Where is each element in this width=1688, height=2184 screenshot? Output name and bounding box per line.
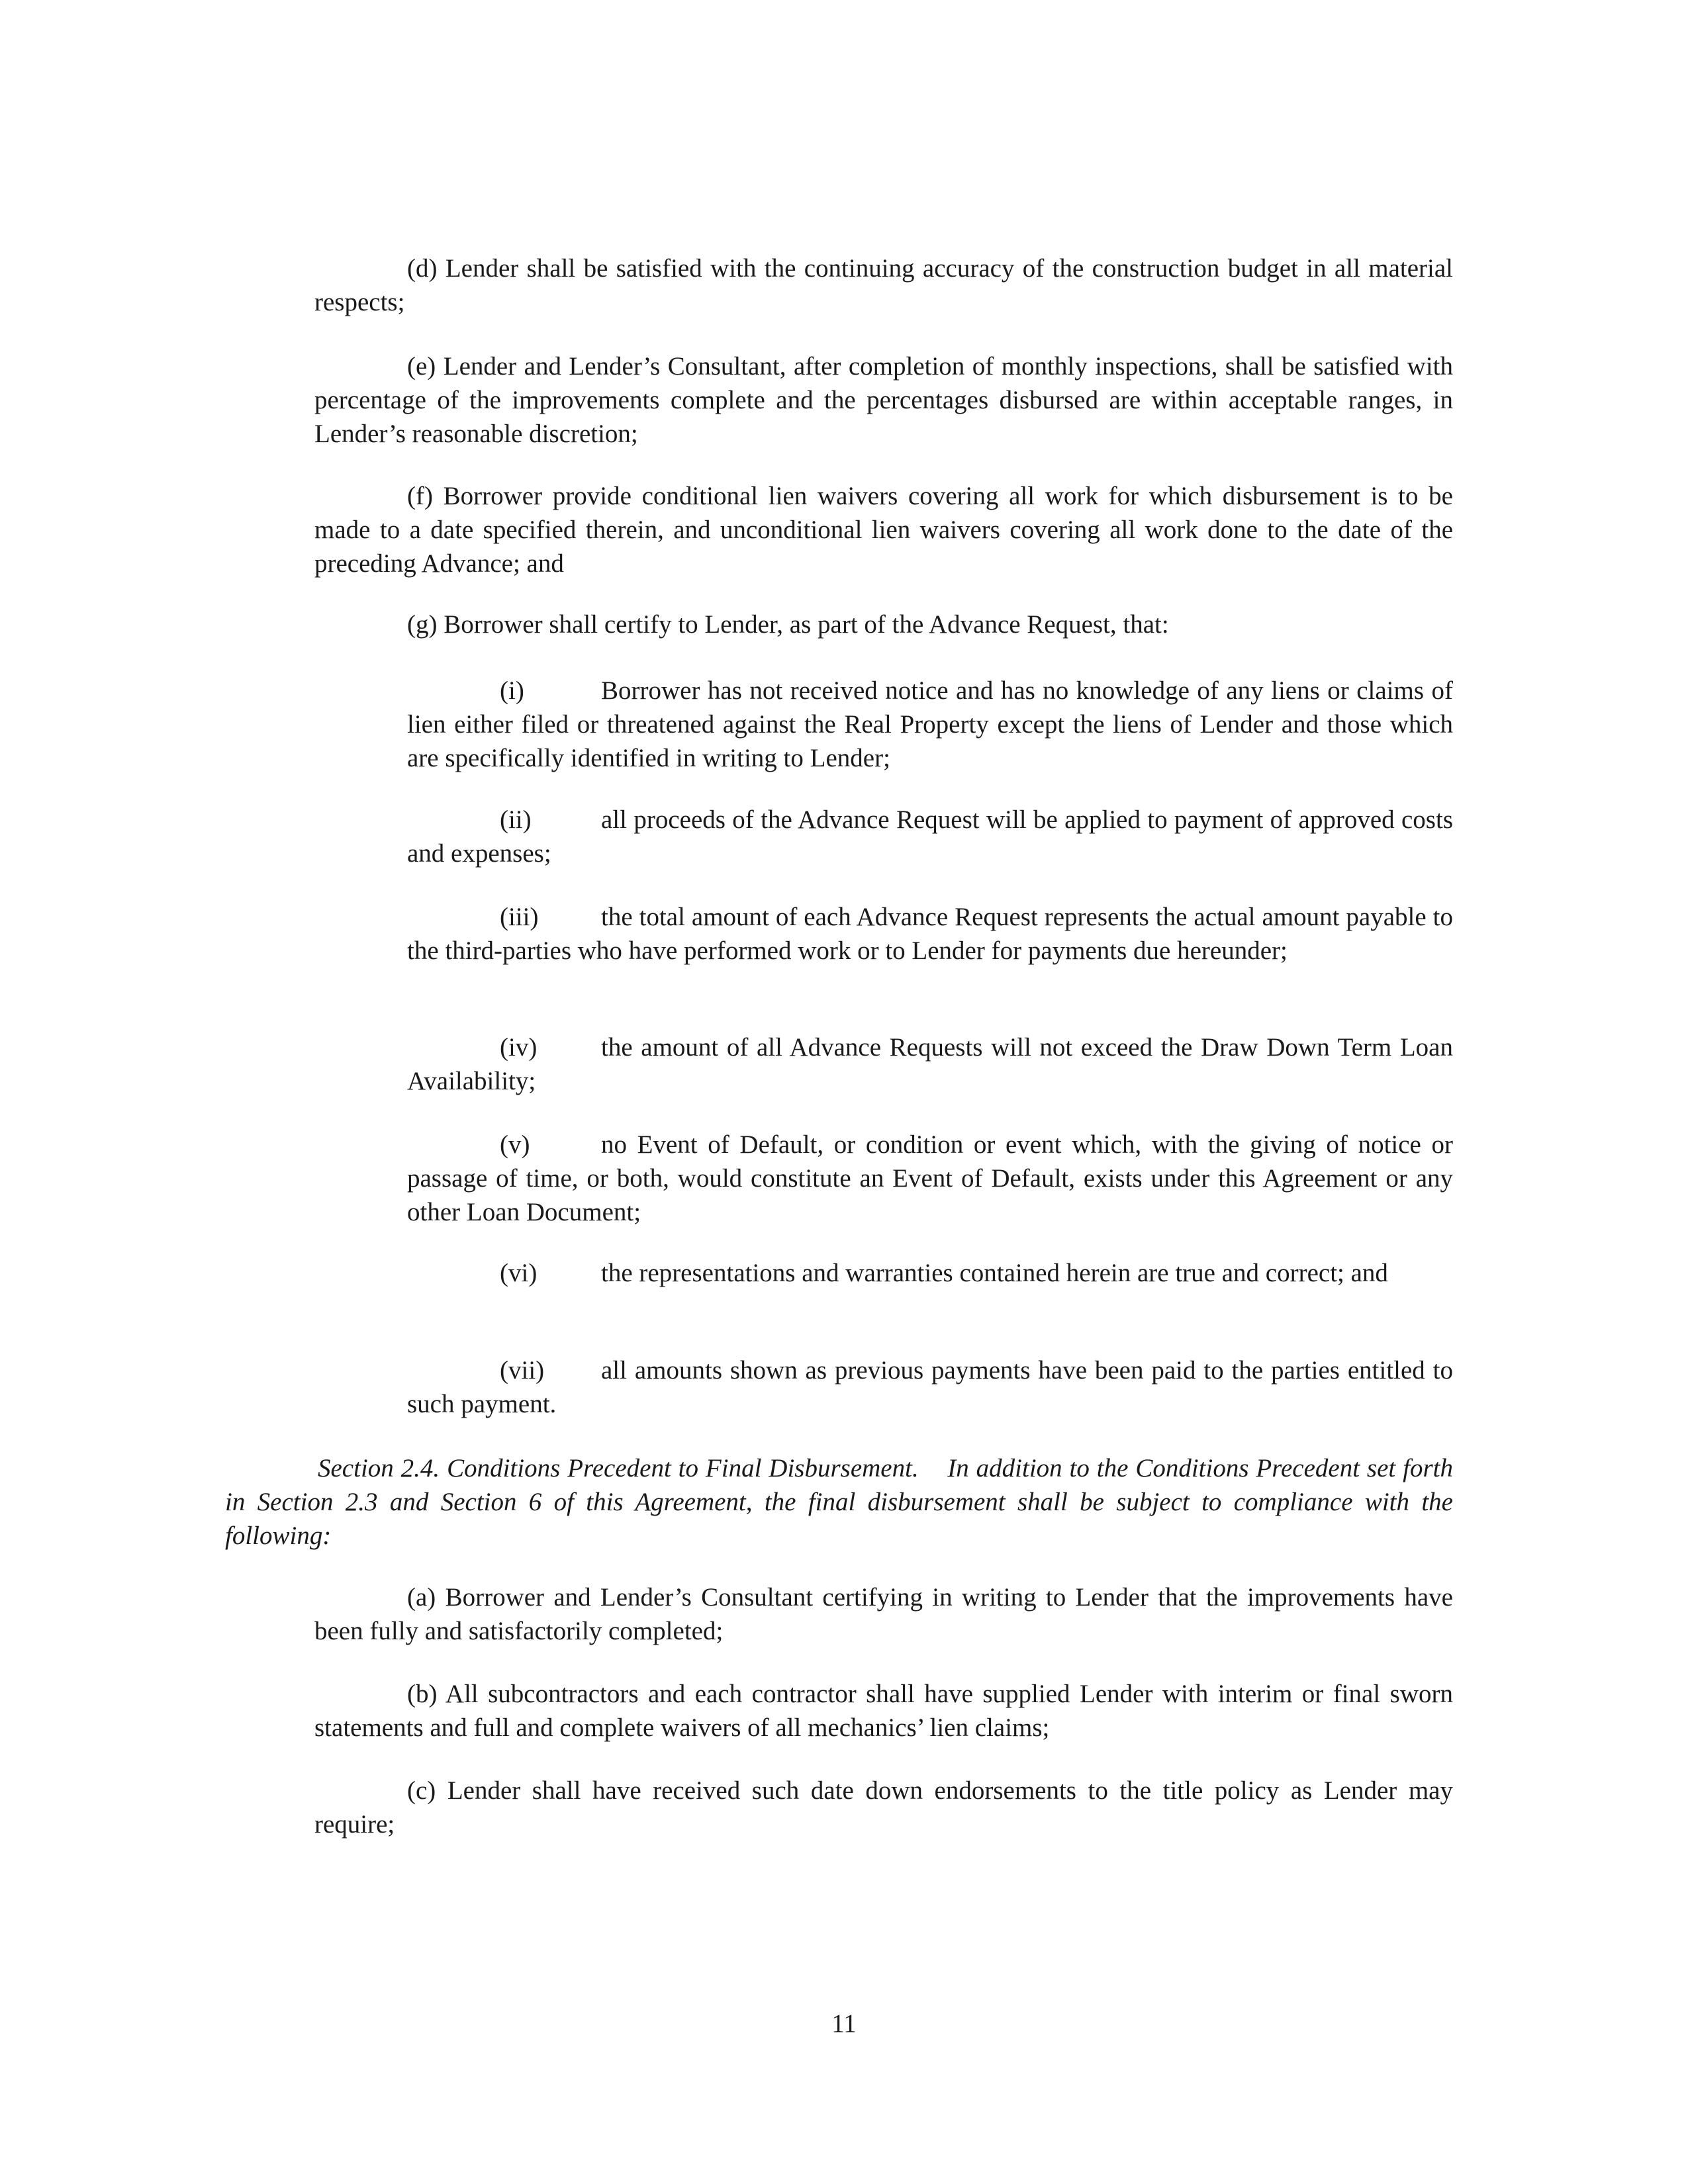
- certification-iii-text: the total amount of each Advance Request represents the actual amount payable to the third-parties who have performed work or to Lender for payments due hereunder;: [407, 903, 1453, 965]
- final-condition-b-text: (b) All subcontractors and each contractor shall have supplied Lender with interim or final sworn statements and full and complete waivers of all mechanics’ lien claims;: [314, 1680, 1453, 1742]
- certification-vii: [407, 1353, 1453, 1421]
- certification-ii: [407, 803, 1453, 870]
- paragraph-d: [314, 251, 1453, 319]
- section-2-4: [225, 1451, 1453, 1553]
- paragraph-f: [314, 479, 1453, 580]
- paragraph-g-text: (g) Borrower shall certify to Lender, as part of the Advance Request, that:: [407, 610, 1169, 639]
- certification-vi-text: the representations and warranties contained herein are true and correct; and: [601, 1259, 1388, 1287]
- certification-iv-number: (iv): [500, 1033, 538, 1062]
- certification-v-text: no Event of Default, or condition or event which, with the giving of notice or passage of time, or both, would constitute an Event of Default, exists under this Agreement or any other Loan Document;: [407, 1130, 1453, 1226]
- final-condition-c: [314, 1774, 1453, 1841]
- paragraph-e-text: (e) Lender and Lender’s Consultant, after completion of monthly inspections, shall be satisfied with percentage of the improvements complete and the percentages disbursed are within acceptable ranges, in Lender’s reasonable discretion;: [314, 352, 1453, 448]
- paragraph-g: [314, 608, 1453, 641]
- certification-iv-text: the amount of all Advance Requests will not exceed the Draw Down Term Loan Availability;: [407, 1033, 1453, 1095]
- certification-v: [407, 1128, 1453, 1229]
- paragraph-f-text: (f) Borrower provide conditional lien waivers covering all work for which disbursement is to be made to a date specified therein, and unconditional lien waivers covering all work done to the date of the preceding Advance; and: [314, 482, 1453, 578]
- certification-vi: [407, 1256, 1453, 1290]
- section-text: In addition to the Conditions Precedent set forth in Section 2.3 and Section 6 of this Agreement, the final disbursement shall be subject to compliance with the following:: [225, 1454, 1453, 1550]
- certification-vii-number: (vii): [500, 1356, 545, 1385]
- certification-ii-number: (ii): [500, 805, 532, 834]
- certification-i-number: (i): [500, 676, 524, 705]
- certification-iii-number: (iii): [500, 903, 539, 931]
- final-condition-c-text: (c) Lender shall have received such date down endorsements to the title policy as Lender may require;: [314, 1776, 1453, 1839]
- final-condition-a-text: (a) Borrower and Lender’s Consultant certifying in writing to Lender that the improvements have been fully and satisfactorily completed;: [314, 1583, 1453, 1645]
- certification-iii: [407, 900, 1453, 968]
- final-condition-a: [314, 1580, 1453, 1648]
- paragraph-d-text: (d) Lender shall be satisfied with the continuing accuracy of the construction budget in all material respects;: [314, 254, 1453, 316]
- paragraph-e: [314, 349, 1453, 451]
- certification-i-text: Borrower has not received notice and has no knowledge of any liens or claims of lien either filed or threatened against the Real Property except the liens of Lender and those which are specifically identified in writing to Lender;: [407, 676, 1453, 772]
- certification-vii-text: all amounts shown as previous payments have been paid to the parties entitled to such payment.: [407, 1356, 1453, 1418]
- certification-iv: [407, 1030, 1453, 1098]
- final-condition-b: [314, 1677, 1453, 1745]
- certification-v-number: (v): [500, 1130, 530, 1159]
- certification-vi-number: (vi): [500, 1259, 538, 1287]
- certification-i: [407, 674, 1453, 775]
- page-number: 11: [831, 2009, 857, 2038]
- certification-ii-text: all proceeds of the Advance Request will be applied to payment of approved costs and expenses;: [407, 805, 1453, 868]
- section-heading: Section 2.4. Conditions Precedent to Final Disbursement.: [318, 1454, 919, 1482]
